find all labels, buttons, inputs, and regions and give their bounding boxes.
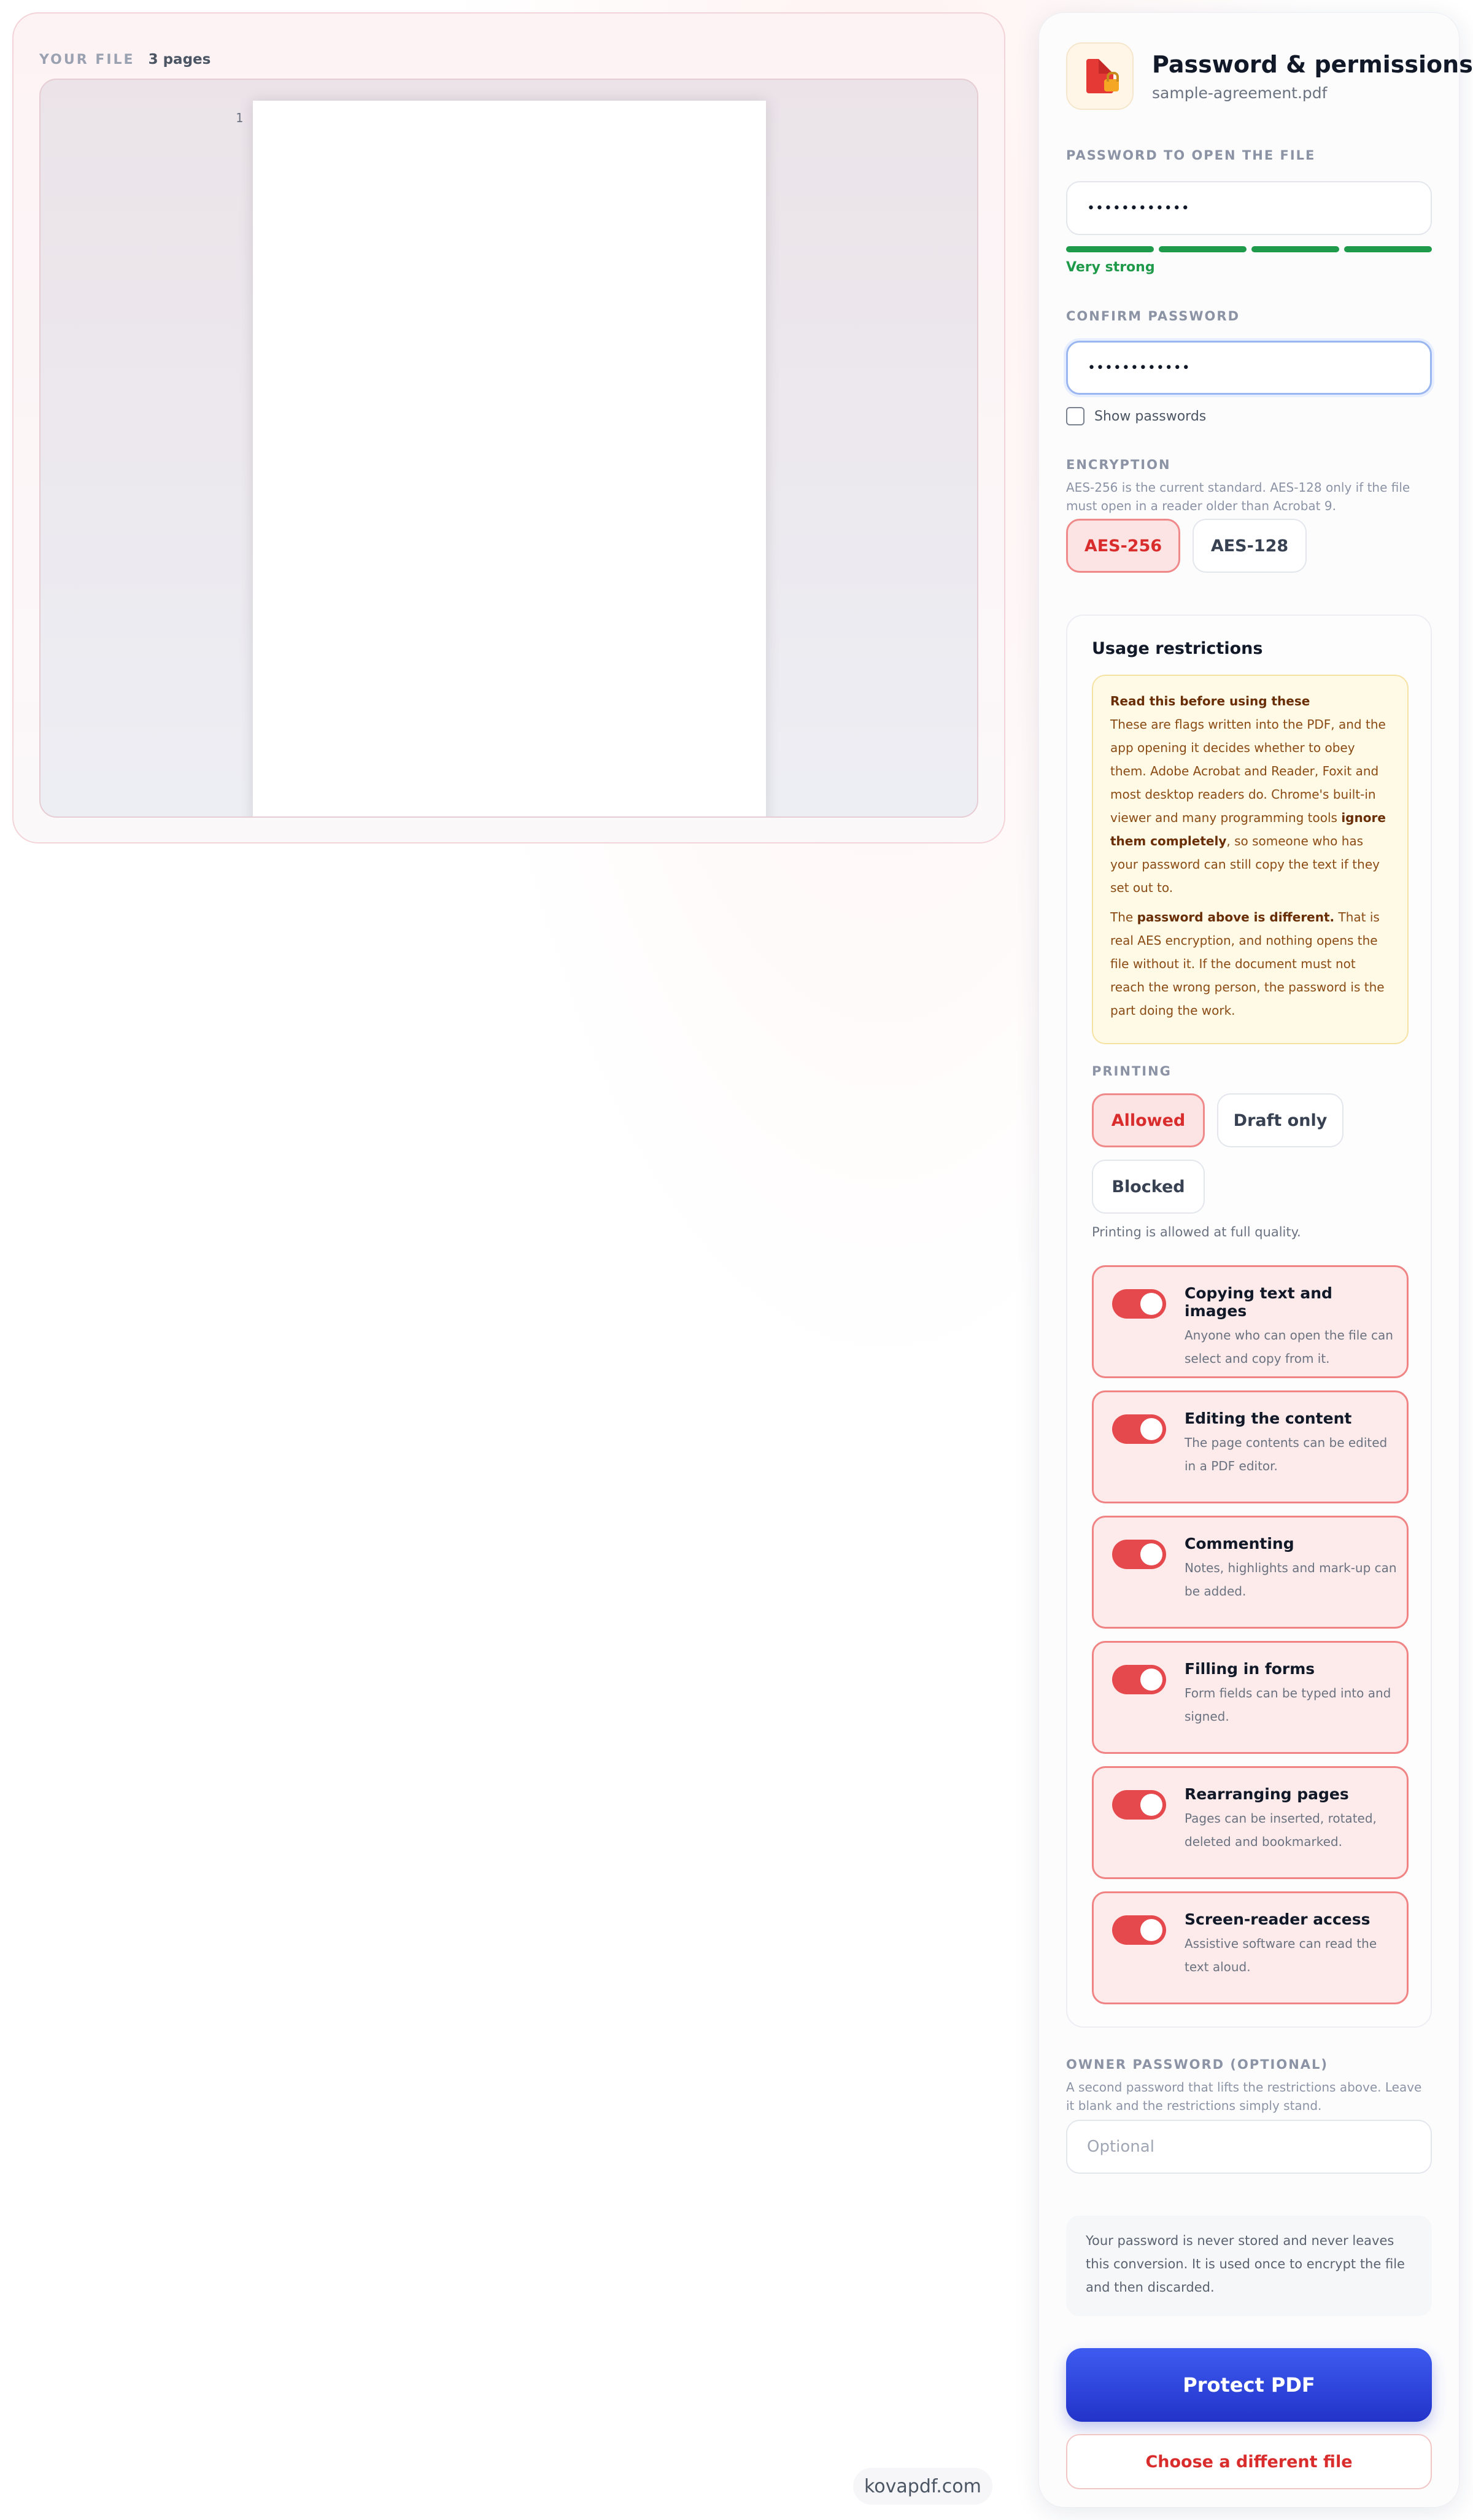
settings-panel (1038, 12, 1473, 2508)
permission-rearranging[interactable] (1092, 1766, 1409, 1879)
file-preview-panel (12, 12, 1005, 843)
strength-segment (1251, 246, 1339, 252)
warning-paragraph-2: The password above is different. That is real AES encryption, and nothing opens the file without it. If the document must not reach the wrong person, the password is the part doing the work. (1110, 910, 1385, 1018)
privacy-note: Your password is never stored and never leaves this conversion. It is used once to encrypt the file and then discarded. (1066, 2216, 1432, 2316)
permission-desc: Anyone who can open the file can select and copy from it. (1185, 1328, 1393, 1366)
permission-title: Editing the content (1185, 1409, 1352, 1427)
strength-segment (1344, 246, 1432, 252)
panel-title: Password & permissions (1152, 50, 1473, 78)
permission-desc: Pages can be inserted, rotated, deleted and bookmarked. (1185, 1811, 1377, 1849)
permission-title: Copying text and images (1185, 1284, 1332, 1320)
screen-reader-toggle[interactable] (1112, 1915, 1166, 1945)
printing-option-draft-only[interactable]: Draft only (1217, 1093, 1343, 1147)
permission-title: Commenting (1185, 1535, 1294, 1553)
printing-option-blocked[interactable]: Blocked (1092, 1160, 1205, 1214)
strength-label: Very strong (1066, 260, 1155, 275)
open-password-input[interactable] (1066, 181, 1432, 235)
warning-heading: Read this before using these (1110, 694, 1310, 708)
owner-password-input[interactable] (1066, 2120, 1432, 2174)
site-watermark: kovapdf.com (853, 2468, 992, 2505)
printing-option-allowed[interactable]: Allowed (1092, 1093, 1205, 1147)
encryption-label: ENCRYPTION (1066, 457, 1171, 472)
printing-label: PRINTING (1092, 1064, 1172, 1079)
permission-title: Screen-reader access (1185, 1910, 1371, 1928)
filling-forms-toggle[interactable] (1112, 1665, 1166, 1694)
usage-restrictions-card (1066, 614, 1432, 2028)
strength-segment (1159, 246, 1247, 252)
restrictions-title: Usage restrictions (1092, 639, 1263, 658)
page-preview-area[interactable] (39, 79, 978, 818)
owner-password-label: OWNER PASSWORD (OPTIONAL) (1066, 2057, 1329, 2072)
encryption-option-aes128[interactable]: AES-128 (1193, 519, 1307, 573)
permission-desc: Assistive software can read the text aloud. (1185, 1936, 1377, 1974)
rearranging-toggle[interactable] (1112, 1790, 1166, 1820)
permission-filling-forms[interactable] (1092, 1641, 1409, 1754)
page-thumbnail (253, 101, 766, 818)
permission-editing[interactable] (1092, 1390, 1409, 1503)
permission-title: Filling in forms (1185, 1660, 1315, 1678)
warning-paragraph-1: These are flags written into the PDF, and the app opening it decides whether to obey them. Adobe Acrobat and Reader, Foxit and most desktop readers do. Chrome's built-in viewer and many programming tools ignore them completely, so someone who has your password can still copy the text if they set out to. (1110, 717, 1386, 895)
show-passwords-label: Show passwords (1094, 408, 1207, 424)
pdf-lock-icon (1066, 42, 1134, 110)
permission-commenting[interactable] (1092, 1516, 1409, 1629)
encryption-option-aes256[interactable]: AES-256 (1066, 519, 1180, 573)
page-count: 3 pages (148, 52, 211, 68)
encryption-help: AES-256 is the current standard. AES-128 only if the file must open in a reader older than Acrobat 9. (1066, 480, 1410, 513)
protect-pdf-button[interactable]: Protect PDF (1066, 2348, 1432, 2422)
file-name: sample-agreement.pdf (1152, 83, 1328, 102)
password-strength-meter (1066, 246, 1432, 252)
permission-desc: Notes, highlights and mark-up can be added. (1185, 1560, 1397, 1599)
copying-toggle[interactable] (1112, 1289, 1166, 1319)
confirm-password-input[interactable] (1066, 341, 1432, 395)
show-passwords-checkbox[interactable] (1066, 407, 1084, 425)
show-passwords-row[interactable] (1066, 407, 1206, 425)
owner-password-help: A second password that lifts the restrictions above. Leave it blank and the restrictions simply stand. (1066, 2080, 1422, 2113)
confirm-password-label: CONFIRM PASSWORD (1066, 309, 1240, 324)
page-number-label: 1 (236, 110, 244, 125)
file-header (1066, 42, 1473, 110)
permission-screen-reader[interactable] (1092, 1891, 1409, 2004)
printing-note: Printing is allowed at full quality. (1092, 1225, 1301, 1239)
preview-header (39, 52, 211, 68)
permission-desc: Form fields can be typed into and signed. (1185, 1686, 1391, 1724)
choose-different-file-button[interactable]: Choose a different file (1066, 2434, 1432, 2489)
permission-copying[interactable] (1092, 1265, 1409, 1378)
open-password-label: PASSWORD TO OPEN THE FILE (1066, 148, 1316, 163)
your-file-label: YOUR FILE (39, 52, 135, 68)
strength-segment (1066, 246, 1154, 252)
permission-title: Rearranging pages (1185, 1785, 1349, 1803)
permission-desc: The page contents can be edited in a PDF editor. (1185, 1435, 1388, 1473)
restrictions-warning (1092, 675, 1409, 1044)
commenting-toggle[interactable] (1112, 1540, 1166, 1569)
editing-toggle[interactable] (1112, 1414, 1166, 1444)
